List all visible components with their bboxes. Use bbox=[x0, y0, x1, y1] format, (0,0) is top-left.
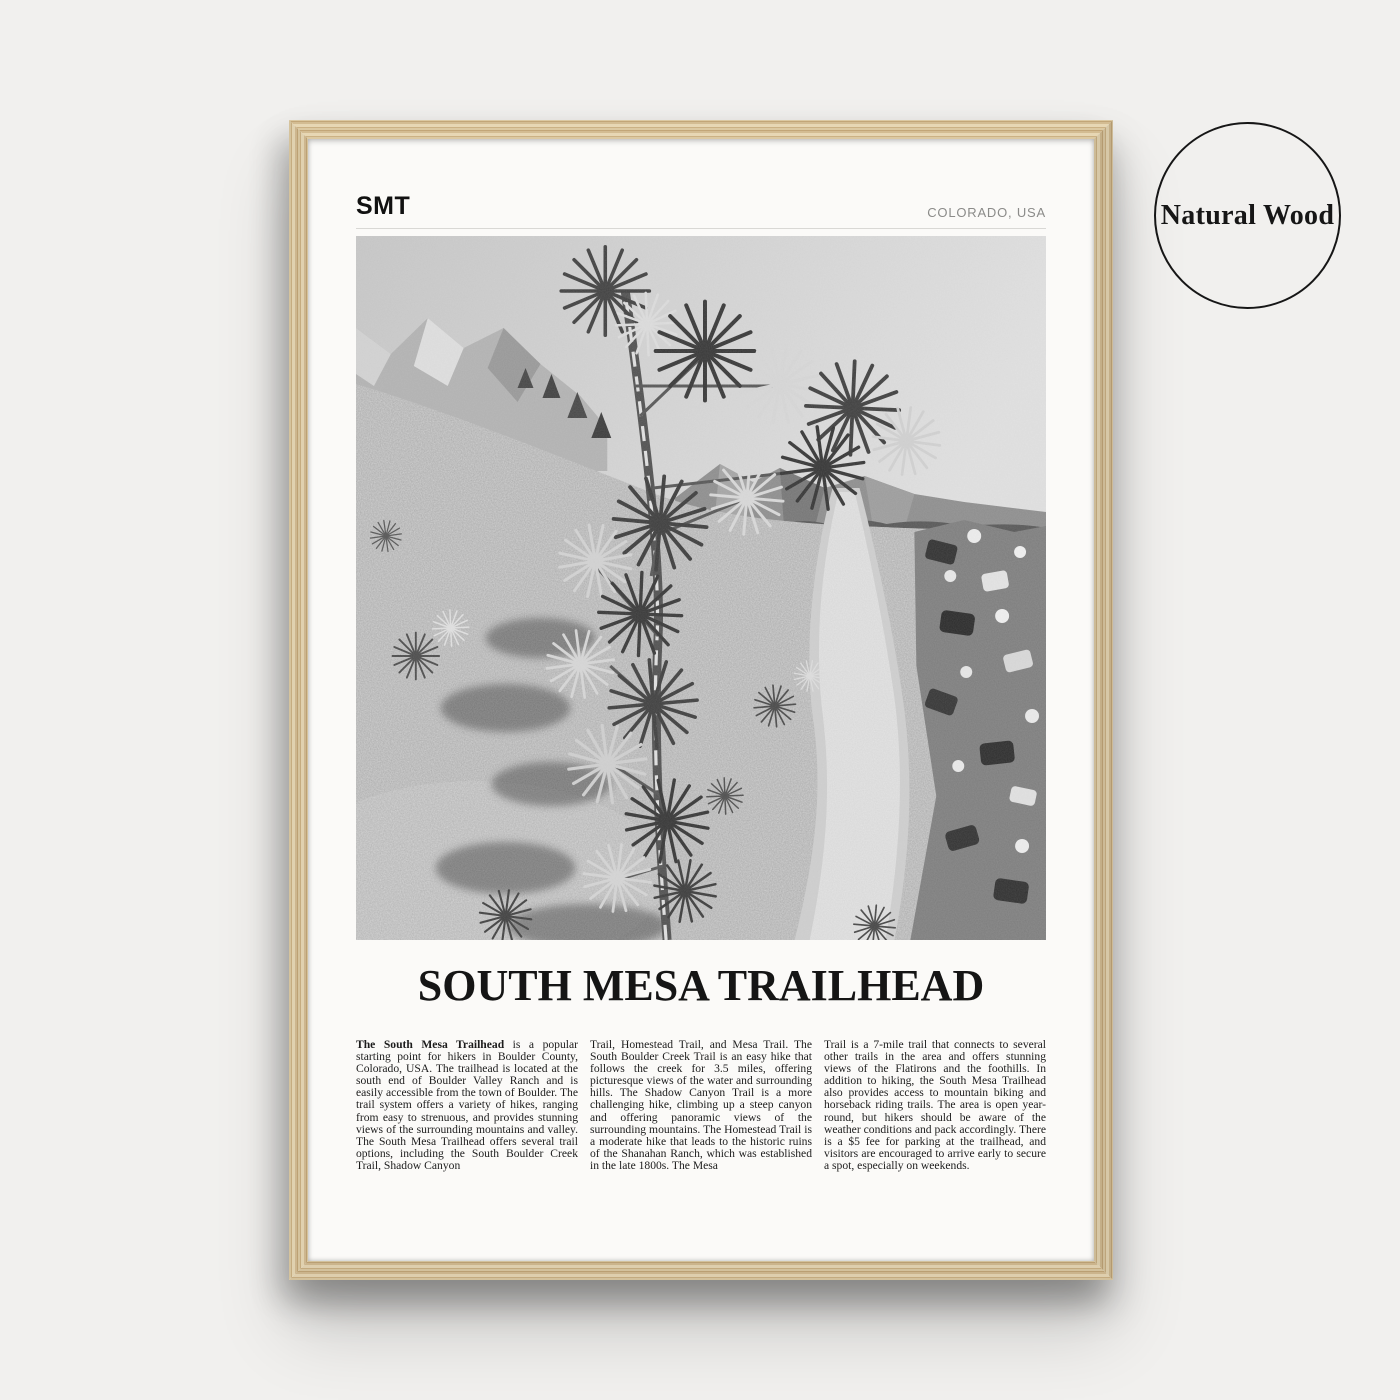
location-label: COLORADO, USA bbox=[927, 205, 1046, 220]
framed-poster bbox=[289, 120, 1113, 1280]
poster-header bbox=[356, 194, 1046, 229]
material-badge bbox=[1154, 122, 1341, 309]
article-lead: The South Mesa Trailhead bbox=[356, 1038, 505, 1051]
article-column-1 bbox=[356, 1039, 578, 1172]
frame-rail-right bbox=[1094, 120, 1113, 1280]
frame-rail-left bbox=[289, 120, 308, 1280]
trail-photo bbox=[356, 236, 1046, 940]
poster-title: SOUTH MESA TRAILHEAD bbox=[417, 961, 985, 1010]
material-badge-label: Natural Wood bbox=[1160, 199, 1335, 231]
article-column-2: Trail, Homestead Trail, and Mesa Trail. The South Boulder Creek Trail is an easy hike that follows the creek for 3.5 miles, offering picturesque views of the water and surrounding hills. The Shadow Canyon Trail is a more challenging hike, climbing up a steep canyon and offering panoramic views of the surrounding mountains. The Homestead Trail is a moderate hike that leads to the historic ruins of the Shanahan Ranch, which was established in the late 1800s. The Mesa bbox=[590, 1038, 812, 1172]
article-column-3: Trail is a 7-mile trail that connects to several other trails in the area and offers stunning views of the Flatirons and the foothills. In addition to hiking, the South Mesa Trailhead also provides access to mountain biking and horseback riding trails. The area is open year-round, but hikers should be aware of the weather conditions and pack accordingly. There is a $5 fee for parking at the trailhead, and visitors are encouraged to arrive early to secure a spot, especially on weekends. bbox=[824, 1038, 1046, 1172]
poster bbox=[308, 139, 1094, 1261]
article-column-1-text: is a popular starting point for hikers in Boulder County, Colorado, USA. The trailhead is located at the south end of Boulder Valley Ranch and is easily accessible from the town of Boulder. The trail system offers a variety of hikes, ranging from easy to strenuous, and provides stunning views of the surrounding mountains and valley. The South Mesa Trailhead offers several trail options, including the South Boulder Creek Trail, Shadow Canyon bbox=[356, 1038, 578, 1172]
frame-rail-bottom bbox=[289, 1261, 1113, 1280]
trail-photo-art bbox=[356, 236, 1046, 940]
article-columns bbox=[356, 1039, 1046, 1172]
frame-rail-top bbox=[289, 120, 1113, 139]
brand-logo: SMT bbox=[356, 192, 411, 220]
